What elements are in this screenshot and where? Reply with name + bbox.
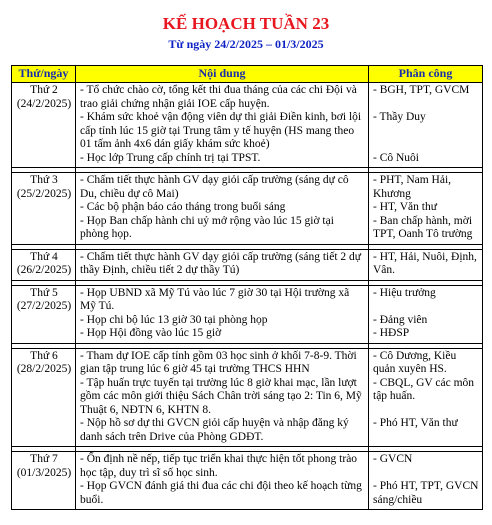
content-cell (76, 173, 369, 245)
content-cell (76, 249, 369, 280)
content-cell (76, 285, 369, 343)
assign-item: - HT, Văn thư (373, 201, 437, 213)
day-label: Thứ 4 (30, 250, 58, 263)
content-item: - Họp UBND xã Mỹ Tú vào lúc 7 giờ 30 tại Hội trường xã Mỹ Tú. (80, 286, 350, 312)
day-cell (12, 173, 76, 245)
column-header-content: Nội dung (76, 66, 369, 83)
assign-cell (369, 173, 483, 245)
content-item: - Nộp hồ sơ dự thi GVCN giỏi cấp huyện và nhập đăng ký danh sách trên Drive của Phòng GDĐT. (80, 417, 349, 443)
assign-cell (369, 285, 483, 343)
table-row-thursday (12, 285, 483, 343)
assign-item: - Phó HT, Văn thư (373, 417, 458, 429)
column-header-assign: Phân công (369, 66, 483, 83)
day-label: Thứ 3 (30, 174, 58, 186)
table-row-monday (12, 83, 483, 168)
assign-item: - GVCN (373, 453, 413, 465)
assign-item: - Cô Nuôi (373, 151, 419, 164)
assign-item: - CBQL, GV các môn tập huấn. (373, 376, 475, 402)
day-date: (27/2/2025) (16, 300, 72, 312)
content-cell (76, 83, 369, 168)
day-cell (12, 348, 76, 447)
day-date: (01/3/2025) (16, 466, 72, 479)
day-cell (12, 83, 76, 168)
assign-item: - PHT, Nam Hải, Khương (373, 174, 452, 200)
day-label: Thứ 6 (30, 349, 58, 362)
table-row-friday (12, 348, 483, 447)
content-item: - Tập huấn trực tuyến tại trường lúc 8 giờ khai mạc, lần lượt gồm các môn giới thiệu Sách Chân trời sáng tạo 2: Tin 6, Mỹ Thuật 6, NĐTN 6, KHTN 8. (80, 376, 362, 416)
day-date: (25/2/2025) (16, 187, 72, 200)
weekly-plan-table (11, 65, 483, 510)
content-item: - Họp Ban chấp hành chi uỷ mở rộng vào lúc 15 giờ tại phòng họp. (80, 214, 334, 240)
content-item: - Các bộ phận báo cáo tháng trong buổi sáng (80, 201, 286, 213)
column-header-day: Thứ/ngày (12, 66, 76, 83)
content-cell (76, 452, 369, 510)
day-date: (26/2/2025) (16, 264, 72, 276)
assign-cell (369, 348, 483, 447)
content-item: - Chấm tiết thực hành GV dạy giỏi cấp trường (sáng tiết 2 dự thầy Định, chiều tiết 2 dự thầy Tú) (80, 250, 362, 276)
assign-item: - Hiệu trưởng (373, 286, 436, 299)
content-item: - Họp chi bộ lúc 13 giờ 30 tại phòng họp (80, 313, 268, 326)
day-date: (24/2/2025) (16, 97, 72, 110)
assign-item: - Thầy Duy (373, 111, 426, 123)
content-item: - Ổn định nề nếp, tiếp tục triển khai thực hiện tốt phong trào học tập, duy trì sĩ số học sinh. (80, 453, 358, 479)
day-label: Thứ 5 (30, 286, 58, 299)
table-row-wednesday (12, 249, 483, 280)
assign-item: - Ban chấp hành, mời TPT, Oanh Tô trường (373, 214, 473, 240)
day-cell (12, 452, 76, 510)
assign-item: - BGH, TPT, GVCM (373, 84, 470, 96)
day-date: (28/2/2025) (16, 363, 72, 375)
assign-item: - Đảng viên (373, 313, 428, 326)
assign-cell (369, 83, 483, 168)
assign-item: - Cô Dương, Kiều quản xuyên HS. (373, 349, 457, 375)
assign-item: - Phó HT, TPT, GVCN sáng/chiều (373, 480, 479, 506)
assign-cell (369, 452, 483, 510)
content-item: - Khám sức khoẻ vận động viên dự thi giải Điền kinh, bơi lội cấp tỉnh lúc 15 giờ tại Trung tâm y tế huyện (HS mang theo 01 tấm ảnh 4x6 dán giấy khám sức khoẻ) (80, 111, 362, 150)
table-row-saturday (12, 452, 483, 510)
content-item: - Tổ chức chào cờ, tổng kết thi đua tháng của các chi Đội và trao giải chứng nhận giải IOE cấp huyện. (80, 84, 357, 110)
assign-item: - HĐSP (373, 327, 410, 339)
content-item: - Tham dự IOE cấp tỉnh gồm 03 học sinh ở khối 7-8-9. Thời gian tập trung lúc 6 giờ 45 tại trường THCS HHN (80, 349, 357, 375)
table-header-row (12, 66, 483, 83)
page-title: KẾ HOẠCH TUẦN 23 (162, 14, 330, 33)
day-label: Thứ 2 (30, 84, 58, 96)
day-label: Thứ 7 (30, 453, 58, 465)
content-item: - Họp Hội đồng vào lúc 15 giờ (80, 327, 222, 339)
day-cell (12, 285, 76, 343)
content-item: - Học lớp Trung cấp chính trị tại TPST. (80, 151, 261, 164)
content-item: - Họp GVCN đánh giá thi đua các chi đội theo kế hoạch từng buổi. (80, 480, 362, 506)
content-item: - Chấm tiết thực hành GV dạy giỏi cấp trường (sáng dự cô Du, chiều dự cô Mai) (80, 174, 349, 200)
assign-cell (369, 249, 483, 280)
day-cell (12, 249, 76, 280)
date-range: Từ ngày 24/2/2025 – 01/3/2025 (168, 37, 324, 51)
content-cell (76, 348, 369, 447)
table-row-tuesday (12, 173, 483, 245)
assign-item: - HT, Hải, Nuôi, Định, Vân. (373, 250, 477, 276)
